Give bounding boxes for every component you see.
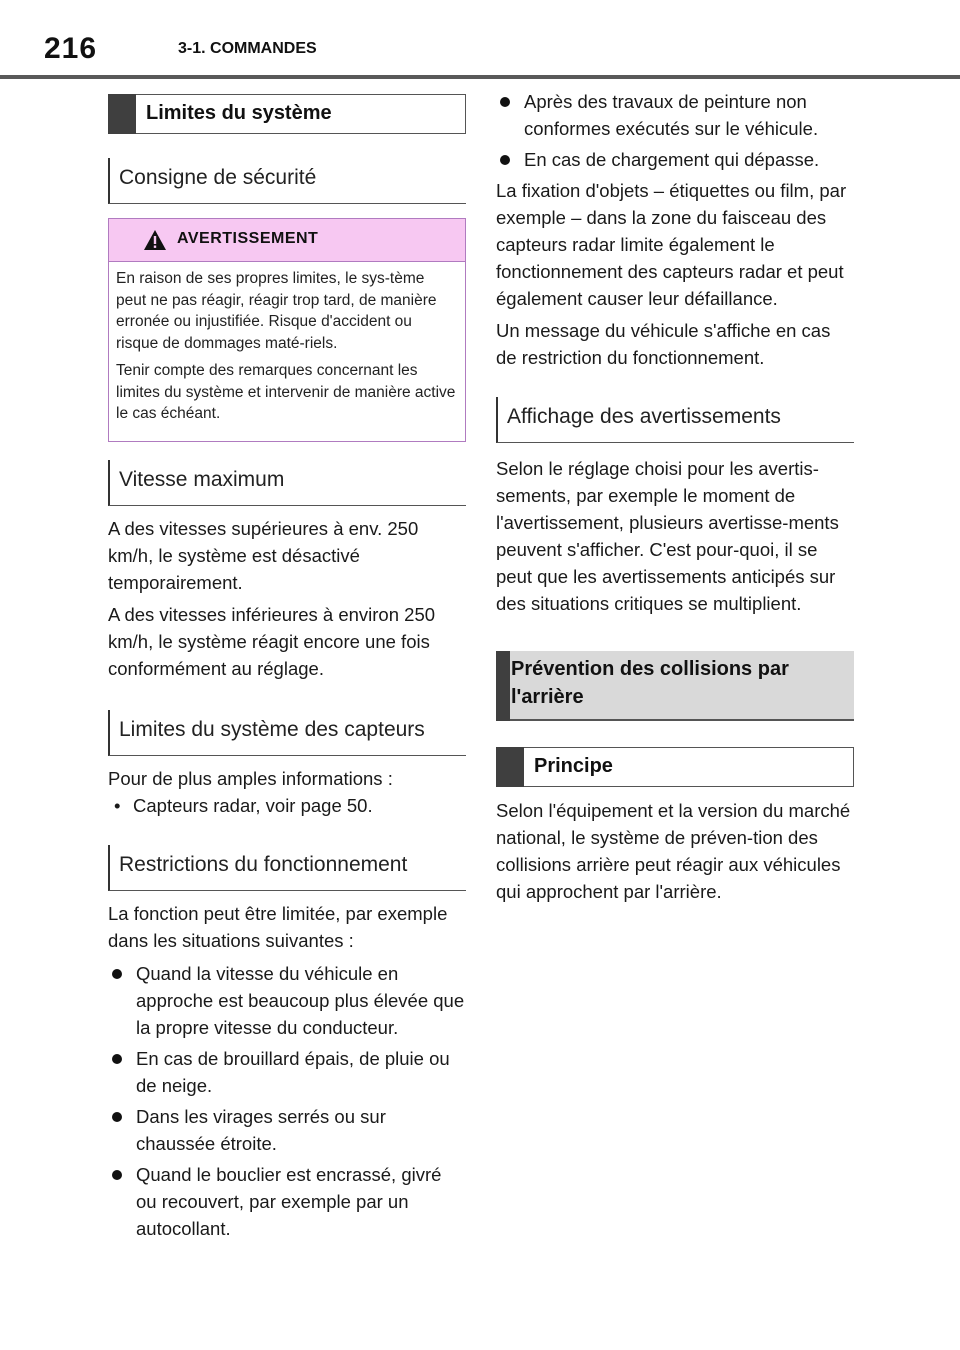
- list-item: Après des travaux de peinture non conformes exécutés sur le véhicule.: [496, 88, 854, 142]
- subheading-sensor-limits: [108, 710, 466, 756]
- list-item: Dans les virages serrés ou sur chaussée étroite.: [108, 1103, 466, 1157]
- page-header: [0, 0, 960, 80]
- sensor-link-text: Capteurs radar, voir page 50.: [133, 794, 373, 816]
- sensor-intro: Pour de plus amples informations :: [108, 767, 393, 789]
- section-title-principle: [496, 747, 854, 787]
- list-item: En cas de brouillard épais, de pluie ou de neige.: [108, 1045, 466, 1099]
- section-title-text: Principe: [534, 755, 613, 777]
- subheading-text: Limites du système des capteurs: [119, 717, 425, 741]
- warning-body: [109, 262, 465, 441]
- subheading-text: Vitesse maximum: [119, 467, 285, 491]
- bullet-icon: [500, 155, 510, 165]
- bullet-icon: [112, 1112, 122, 1122]
- section-title-text: Limites du système: [146, 102, 332, 124]
- subheading-max-speed: [108, 460, 466, 506]
- bullet-icon: [112, 1170, 122, 1180]
- bullet-icon: [112, 1054, 122, 1064]
- right-column: [496, 91, 854, 905]
- bullet-icon: [500, 97, 510, 107]
- warning-box: [108, 218, 466, 442]
- section-title-rear-collision: [496, 651, 854, 721]
- section-title-text: Prévention des collisions par l'arrière: [511, 658, 789, 708]
- restrictions-list: [108, 960, 466, 1242]
- subheading-text: Restrictions du fonctionnement: [119, 852, 408, 876]
- subheading-warnings-display: [496, 397, 854, 443]
- page-number: 216: [44, 32, 98, 65]
- section-title-limits: [108, 94, 466, 134]
- body-paragraph: Un message du véhicule s'affiche en cas de restriction du fonctionnement.: [496, 320, 831, 368]
- body-paragraph: La fixation d'objets – étiquettes ou film, par exemple – dans la zone du faisceau des capteurs radar limite également le fonctionnement des capteurs radar et peut également causer leur défaillance.: [496, 180, 847, 309]
- bullet-icon: [112, 969, 122, 979]
- restrictions-intro: La fonction peut être limitée, par exemple dans les situations suivantes :: [108, 902, 448, 951]
- warning-paragraph: En raison de ses propres limites, le sys-tème peut ne pas réagir, réagir trop tard, de manière erronée ou injustifiée. Risque d'accident ou risque de dommages maté-riels.: [116, 270, 437, 352]
- list-item: En cas de chargement qui dépasse.: [496, 146, 854, 173]
- speed-paragraph: A des vitesses inférieures à environ 250 km/h, le système réagit encore une fois conformément au réglage.: [108, 603, 436, 679]
- restrictions-list-continued: [496, 88, 854, 173]
- speed-paragraph: A des vitesses supérieures à env. 250 km/h, le système est désactivé temporairement.: [108, 517, 419, 593]
- sensor-list: [108, 792, 466, 819]
- chapter-title: 3-1. COMMANDES: [178, 40, 317, 57]
- subheading-restrictions: [108, 845, 466, 891]
- subheading-safety: [108, 158, 466, 204]
- warning-triangle-icon: [143, 229, 167, 251]
- warning-title: AVERTISSEMENT: [177, 230, 319, 247]
- warning-header: [109, 219, 465, 262]
- list-item: • Capteurs radar, voir page 50.: [114, 794, 373, 816]
- subheading-text: Affichage des avertissements: [507, 405, 781, 428]
- subheading-text: Consigne de sécurité: [119, 166, 317, 189]
- header-rule: [0, 75, 960, 79]
- principle-paragraph: Selon l'équipement et la version du marché national, le système de préven-tion des collisions arrière peut réagir aux véhicules qui approchent par l'arrière.: [496, 800, 851, 902]
- list-item: Quand le bouclier est encrassé, givré ou recouvert, par exemple par un autocollant.: [108, 1161, 466, 1242]
- left-column: [108, 94, 466, 1246]
- list-item: Quand la vitesse du véhicule en approche est beaucoup plus élevée que la propre vitesse du conducteur.: [108, 960, 466, 1041]
- warnings-paragraph: Selon le réglage choisi pour les avertis-sements, par exemple le moment de l'avertissement, plusieurs avertisse-ments peuvent s'afficher. C'est pour-quoi, il se peut que les avertissements anticipés sur des situations critiques se multiplient.: [496, 458, 839, 614]
- warning-paragraph: Tenir compte des remarques concernant les limites du système et intervenir de manière active le cas échéant.: [116, 362, 456, 422]
